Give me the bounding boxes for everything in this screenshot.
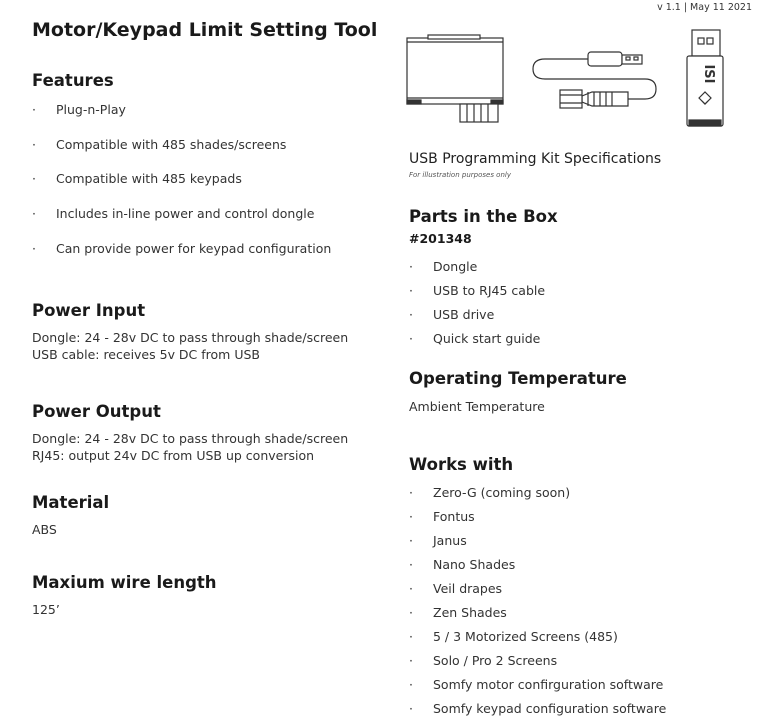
power-input-line: USB cable: receives 5v DC from USB: [32, 347, 260, 362]
wire-length-heading: Maxium wire length: [32, 573, 217, 592]
list-item: · 5 / 3 Motorized Screens (485): [409, 628, 666, 652]
list-item: · Dongle: [409, 258, 545, 282]
power-input-line: Dongle: 24 - 28v DC to pass through shade/screen: [32, 330, 349, 345]
list-item: · Veil drapes: [409, 580, 666, 604]
list-item: · Plug-n-Play: [32, 101, 331, 136]
list-item: · Can provide power for keypad configuration: [32, 240, 331, 275]
kit-note: For illustration purposes only: [409, 171, 511, 179]
list-item: · Zen Shades: [409, 604, 666, 628]
power-output-heading: Power Output: [32, 402, 161, 421]
features-heading: Features: [32, 71, 114, 90]
list-item: · Zero-G (coming soon): [409, 484, 666, 508]
parts-list: [409, 258, 545, 354]
power-output-text: [32, 430, 348, 464]
part-number: #201348: [409, 231, 472, 246]
operating-temp-heading: Operating Temperature: [409, 369, 627, 388]
kit-title: USB Programming Kit Specifications: [409, 151, 662, 167]
power-output-line: Dongle: 24 - 28v DC to pass through shade/screen: [32, 431, 349, 446]
page-title: Motor/Keypad Limit Setting Tool: [32, 19, 378, 41]
list-item: · Compatible with 485 shades/screens: [32, 136, 331, 171]
wire-length-value: 125’: [32, 602, 60, 617]
list-item: · Somfy keypad configuration software: [409, 700, 666, 724]
power-input-heading: Power Input: [32, 301, 146, 320]
list-item: · Somfy motor confirguration software: [409, 676, 666, 700]
power-input-text: [32, 329, 348, 363]
features-list: [32, 101, 331, 274]
operating-temp-value: Ambient Temperature: [409, 399, 545, 414]
usb-logo-text: ISI: [701, 64, 716, 84]
list-item: · USB to RJ45 cable: [409, 282, 545, 306]
usb-rj45-cable-icon: [533, 52, 656, 108]
list-item: · Quick start guide: [409, 330, 545, 354]
list-item: · USB drive: [409, 306, 545, 330]
list-item: · Nano Shades: [409, 556, 666, 580]
list-item: · Fontus: [409, 508, 666, 532]
parts-heading: Parts in the Box: [409, 207, 558, 226]
power-output-line: RJ45: output 24v DC from USB up conversion: [32, 448, 315, 463]
works-with-heading: Works with: [409, 455, 514, 474]
dongle-icon: [407, 35, 503, 122]
version-date: v 1.1 | May 11 2021: [657, 2, 752, 13]
list-item: · Includes in-line power and control dongle: [32, 205, 331, 240]
works-with-list: [409, 484, 666, 724]
material-value: ABS: [32, 522, 57, 537]
list-item: · Compatible with 485 keypads: [32, 170, 331, 205]
material-heading: Material: [32, 493, 110, 512]
list-item: · Janus: [409, 532, 666, 556]
list-item: · Solo / Pro 2 Screens: [409, 652, 666, 676]
product-illustration: [400, 24, 735, 134]
